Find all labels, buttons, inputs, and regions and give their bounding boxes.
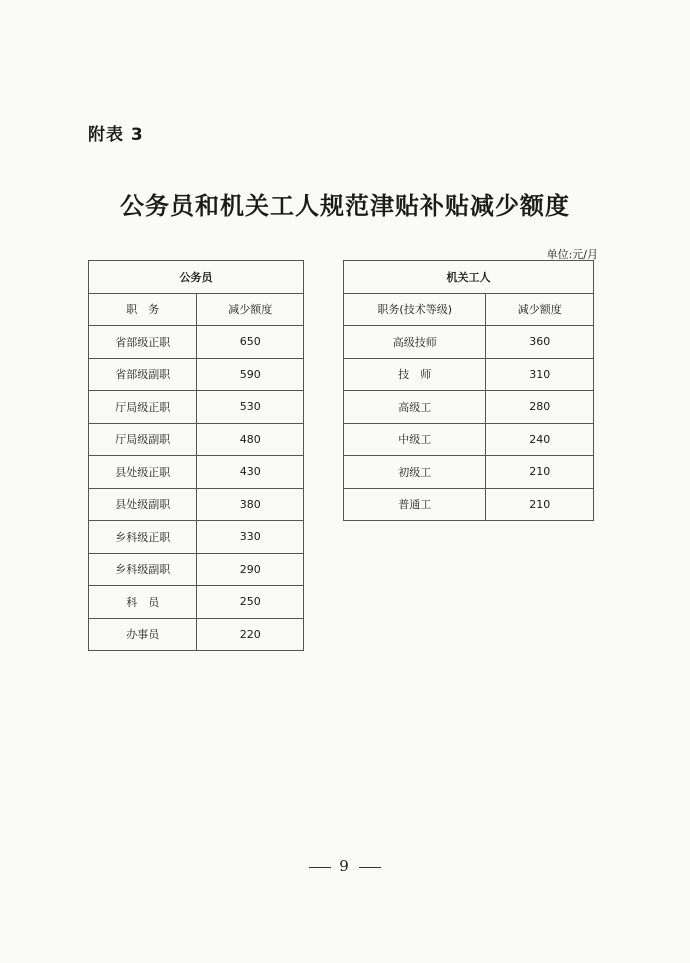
amount-cell: 590 (197, 358, 304, 391)
table-row (89, 423, 304, 456)
amount-cell: 650 (197, 326, 304, 359)
amount-cell: 250 (197, 586, 304, 619)
civil-servants-header: 公务员 (89, 261, 304, 294)
position-cell: 初级工 (344, 456, 486, 489)
amount-cell: 240 (486, 423, 594, 456)
position-cell: 高级技师 (344, 326, 486, 359)
amount-cell: 480 (197, 423, 304, 456)
page-number-dash-right (359, 867, 381, 868)
table-row (344, 358, 594, 391)
amount-cell: 530 (197, 391, 304, 424)
government-workers-table (343, 260, 594, 521)
table-row (344, 423, 594, 456)
column-header-position: 职务(技术等级) (344, 293, 486, 326)
civil-servants-rows (89, 326, 304, 651)
position-cell: 厅局级副职 (89, 423, 197, 456)
amount-cell: 330 (197, 521, 304, 554)
page-number (0, 857, 690, 875)
table-row (89, 391, 304, 424)
table-column-header-row (89, 293, 304, 326)
annex-label: 附表 3 (88, 125, 144, 145)
amount-cell: 380 (197, 488, 304, 521)
table-row (89, 326, 304, 359)
amount-cell: 210 (486, 488, 594, 521)
table-row (344, 456, 594, 489)
position-cell: 科 员 (89, 586, 197, 619)
column-header-position: 职 务 (89, 293, 197, 326)
position-cell: 县处级正职 (89, 456, 197, 489)
table-row (89, 553, 304, 586)
table-row (89, 456, 304, 489)
page-number-value: 9 (339, 857, 351, 875)
amount-cell: 290 (197, 553, 304, 586)
position-cell: 普通工 (344, 488, 486, 521)
table-group-header-row (344, 261, 594, 294)
position-cell: 乡科级正职 (89, 521, 197, 554)
civil-servants-table (88, 260, 304, 651)
column-header-amount: 减少额度 (486, 293, 594, 326)
table-row (344, 391, 594, 424)
unit-label: 单位:元/月 (546, 248, 598, 261)
position-cell: 县处级副职 (89, 488, 197, 521)
government-workers-rows (344, 326, 594, 521)
position-cell: 厅局级正职 (89, 391, 197, 424)
document-title: 公务员和机关工人规范津贴补贴减少额度 (120, 191, 570, 220)
government-workers-header: 机关工人 (344, 261, 594, 294)
table-column-header-row (344, 293, 594, 326)
table-row (344, 326, 594, 359)
position-cell: 乡科级副职 (89, 553, 197, 586)
amount-cell: 220 (197, 618, 304, 651)
table-row (89, 618, 304, 651)
amount-cell: 360 (486, 326, 594, 359)
position-cell: 中级工 (344, 423, 486, 456)
table-row (344, 488, 594, 521)
table-row (89, 488, 304, 521)
amount-cell: 210 (486, 456, 594, 489)
column-header-amount: 减少额度 (197, 293, 304, 326)
table-row (89, 521, 304, 554)
table-group-header-row (89, 261, 304, 294)
position-cell: 办事员 (89, 618, 197, 651)
page-number-dash-left (309, 867, 331, 868)
table-row (89, 586, 304, 619)
table-row (89, 358, 304, 391)
amount-cell: 280 (486, 391, 594, 424)
position-cell: 省部级副职 (89, 358, 197, 391)
amount-cell: 430 (197, 456, 304, 489)
position-cell: 高级工 (344, 391, 486, 424)
position-cell: 省部级正职 (89, 326, 197, 359)
amount-cell: 310 (486, 358, 594, 391)
position-cell: 技 师 (344, 358, 486, 391)
